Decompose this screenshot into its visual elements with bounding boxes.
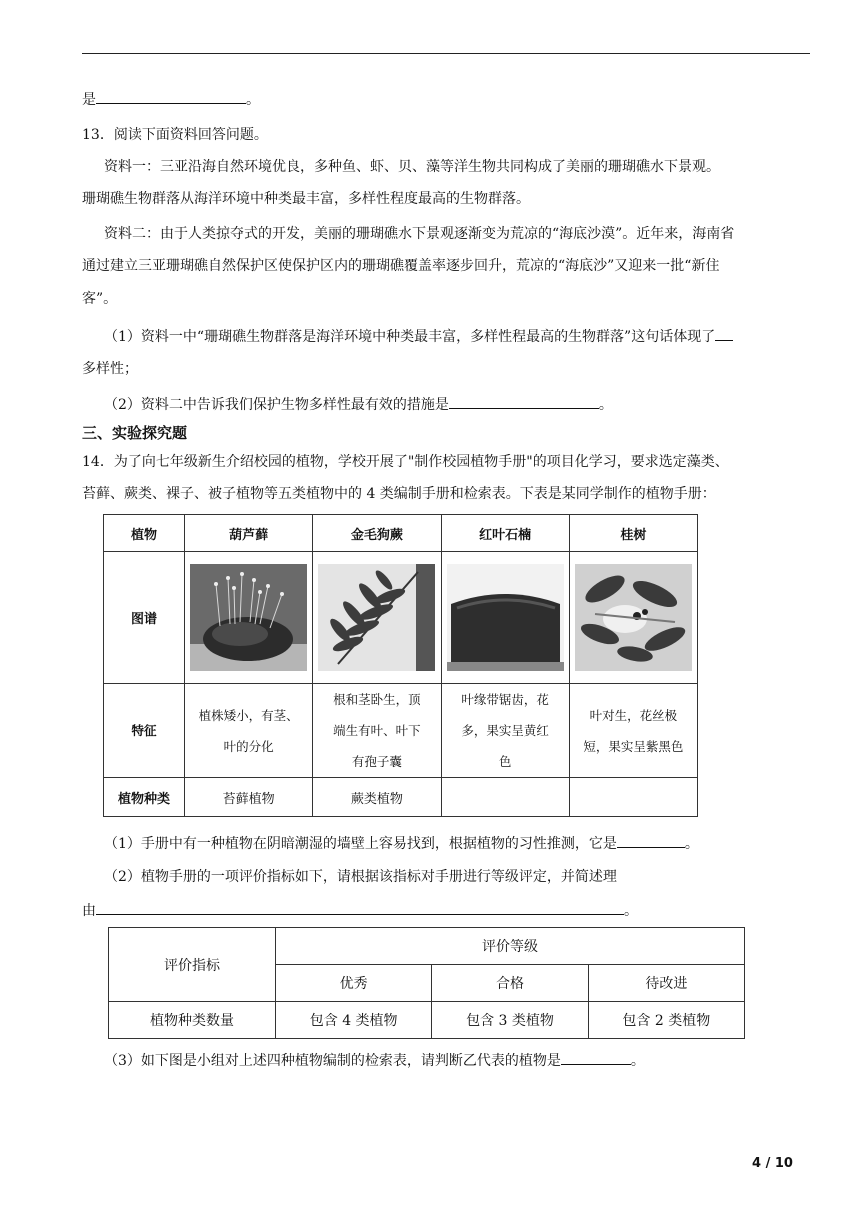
q13-material1-line1: 资料一：三亚沿海自然环境优良，多种鱼、虾、贝、藻等洋生物共同构成了美丽的珊瑚礁水下景观。 [104, 159, 720, 175]
eval-level-2: 合格 [432, 965, 588, 1002]
q14-sub1-text: （1）手册中有一种植物在阴暗潮湿的墙壁上容易找到，根据植物的习性推测，它是 [104, 836, 617, 852]
feature-2-line2: 端生有叶、叶下 [333, 723, 421, 738]
eval-value-row [109, 1002, 745, 1039]
q14-sub1-suffix: 。 [684, 836, 699, 852]
q13-material2-line2: 通过建立三亚珊瑚礁自然保护区使保护区内的珊瑚礁覆盖率逐步回升，荒凉的“海底沙”又迎来一批“新住 [82, 258, 720, 274]
col-head-plant: 植物 [104, 515, 185, 552]
plant-name-1: 葫芦藓 [185, 515, 313, 552]
q14-sub2-suffix: 。 [624, 903, 638, 919]
feature-4-line1: 叶对生，花丝极 [589, 707, 678, 723]
kind-cell-4 [569, 778, 697, 817]
plant-name-3: 红叶石楠 [441, 515, 569, 552]
prev-answer-prefix: 是 [82, 92, 96, 108]
eval-index-label: 评价指标 [109, 928, 276, 1002]
osmanthus-image [575, 564, 692, 671]
q13-sub1-line1 [104, 326, 733, 347]
prev-answer-suffix: 。 [246, 92, 260, 108]
feature-cell-2 [313, 684, 441, 778]
plant-name-2: 金毛狗蕨 [313, 515, 441, 552]
row-head-feature: 特征 [104, 684, 185, 778]
q13-sub2 [104, 394, 613, 415]
eval-value-2: 包含 3 类植物 [432, 1002, 588, 1039]
table-kind-row [104, 778, 698, 817]
moss-image [190, 564, 307, 671]
answer-blank [561, 1050, 631, 1065]
section-3-heading: 三、实验探究题 [82, 424, 188, 442]
feature-1-line1: 植株矮小，有茎、 [198, 707, 299, 723]
eval-level-3: 待改进 [588, 965, 744, 1002]
eval-level-label: 评价等级 [276, 928, 745, 965]
eval-value-1: 包含 4 类植物 [276, 1002, 432, 1039]
photinia-photo [441, 552, 569, 684]
q14-sub3 [104, 1050, 645, 1071]
evaluation-table [108, 927, 745, 1039]
feature-4-line2: 短，果实呈紫黑色 [583, 738, 684, 754]
q13-material2-line3: 客”。 [82, 291, 118, 307]
answer-blank [96, 900, 624, 915]
answer-blank [715, 326, 733, 341]
row-head-image: 图谱 [104, 552, 185, 684]
kind-cell-2: 蕨类植物 [313, 778, 441, 817]
q13-title: 13．阅读下面资料回答问题。 [82, 127, 268, 143]
q14-intro-line1: 14．为了向七年级新生介绍校园的植物，学校开展了"制作校园植物手册"的项目化学习，要求选定藻类、 [82, 454, 729, 470]
kind-cell-1: 苔藓植物 [185, 778, 313, 817]
page-number: 4 / 10 [752, 1156, 793, 1171]
eval-header-row [109, 928, 745, 965]
feature-cell-3 [441, 684, 569, 778]
q14-intro-line2: 苔藓、蕨类、裸子、被子植物等五类植物中的 4 类编制手册和检索表。下表是某同学制作的植物手册： [82, 486, 716, 502]
q14-sub2-prefix: 由 [82, 903, 96, 919]
row-head-kind: 植物种类 [104, 778, 185, 817]
header-rule [82, 53, 810, 54]
eval-row-label: 植物种类数量 [109, 1002, 276, 1039]
answer-blank [617, 833, 685, 848]
feature-cell-1 [185, 684, 313, 778]
table-feature-row [104, 684, 698, 778]
feature-cell-4 [569, 684, 697, 778]
q14-sub2-line1: （2）植物手册的一项评价指标如下，请根据该指标对手册进行等级评定，并简述理 [104, 869, 617, 885]
table-header-row [104, 515, 698, 552]
answer-blank [96, 89, 246, 104]
q14-sub1 [104, 833, 699, 854]
q13-material1-line2: 珊瑚礁生物群落从海洋环境中种类最丰富，多样性程度最高的生物群落。 [82, 191, 530, 207]
moss-photo [185, 552, 313, 684]
q13-material2-line1: 资料二：由于人类掠夺式的开发，美丽的珊瑚礁水下景观逐渐变为荒凉的“海底沙漠”。近年来，海南省 [104, 226, 735, 242]
eval-level-1: 优秀 [276, 965, 432, 1002]
answer-blank [449, 394, 599, 409]
feature-1-line2: 叶的分化 [223, 738, 274, 754]
fern-image [318, 564, 435, 671]
fern-photo [313, 552, 441, 684]
table-image-row [104, 552, 698, 684]
q13-sub2-text: （2）资料二中告诉我们保护生物多样性最有效的措施是 [104, 397, 449, 413]
q13-sub2-suffix: 。 [598, 397, 613, 413]
feature-2-line1: 根和茎卧生，顶 [333, 692, 421, 707]
feature-3-line1: 叶缘带锯齿，花 [461, 692, 549, 707]
plant-handbook-table [103, 514, 698, 817]
q13-sub1-text: （1）资料一中“珊瑚礁生物群落是海洋环境中种类最丰富，多样性程最高的生物群落”这句话体现了 [104, 329, 716, 345]
q14-sub2-line2 [82, 900, 638, 921]
q13-sub1-line2: 多样性； [82, 361, 138, 377]
photinia-image [447, 564, 564, 671]
q14-sub3-suffix: 。 [630, 1053, 645, 1069]
feature-2-line3: 有孢子囊 [351, 754, 402, 769]
q14-sub3-text: （3）如下图是小组对上述四种植物编制的检索表，请判断乙代表的植物是 [104, 1053, 561, 1069]
prev-answer-line [82, 89, 260, 110]
osmanthus-photo [569, 552, 697, 684]
plant-name-4: 桂树 [569, 515, 697, 552]
feature-3-line2: 多，果实呈黄红 [461, 723, 549, 738]
feature-3-line3: 色 [498, 754, 512, 769]
eval-value-3: 包含 2 类植物 [588, 1002, 744, 1039]
kind-cell-3 [441, 778, 569, 817]
